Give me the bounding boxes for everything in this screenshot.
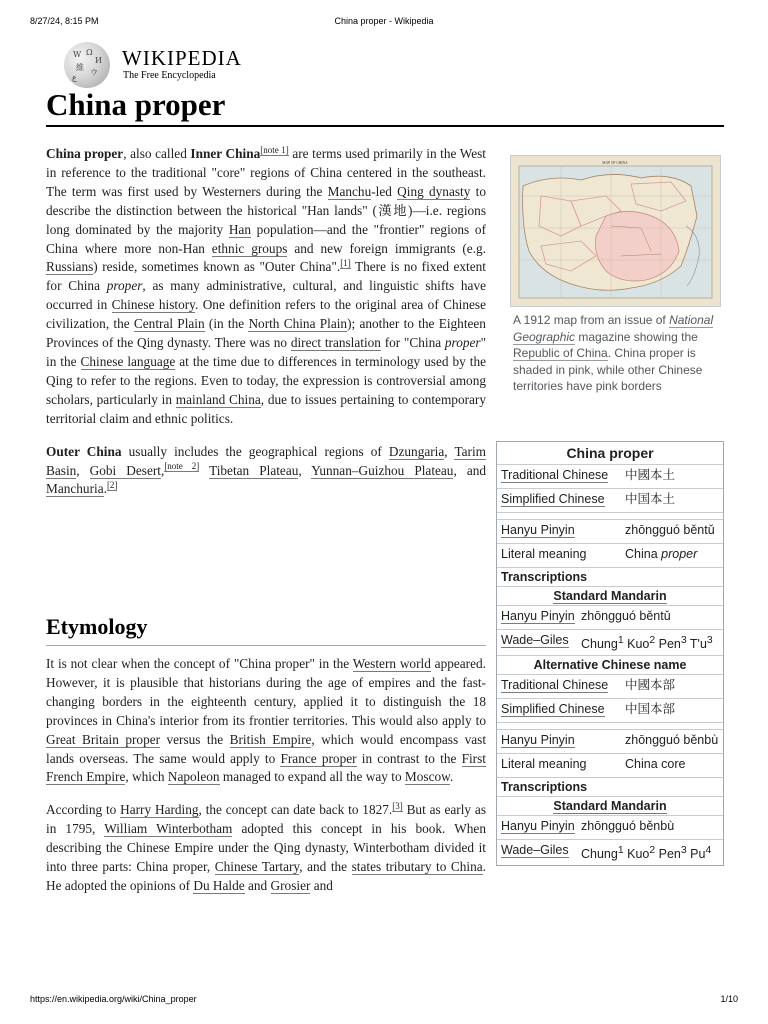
alt-traditional-value: 中國本部 (625, 678, 676, 693)
section-heading-etymology: Etymology (46, 612, 486, 646)
citation-link[interactable]: [3] (392, 800, 403, 811)
italic-text: proper (444, 335, 481, 351)
infobox (496, 441, 724, 866)
wikipedia-tagline: The Free Encyclopedia (123, 70, 216, 81)
china-map-illustration (511, 156, 720, 306)
print-page-number: 1/10 (720, 994, 738, 1004)
infobox-literal-label: Literal meaning (501, 547, 587, 561)
infobox-row-simplified (497, 488, 723, 512)
standard-mandarin-link[interactable]: Standard Mandarin (553, 589, 667, 603)
infobox-literal-value: China proper (625, 547, 698, 561)
wiki-link[interactable]: Qing dynasty (397, 183, 471, 199)
citation-link[interactable]: [1] (340, 258, 351, 269)
wiki-link[interactable]: Dzungaria (388, 443, 445, 459)
bold-term: Outer China (46, 443, 122, 459)
wikipedia-wordmark: WIKIPEDIA (122, 46, 242, 70)
mandarin-pinyin-value: zhōngguó běntǔ (581, 609, 671, 623)
wiki-link[interactable]: Chinese Tartary (214, 859, 300, 875)
wiki-link[interactable]: Napoleon (167, 769, 220, 785)
mandarin-pinyin-link[interactable]: Hanyu Pinyin (501, 609, 575, 623)
infobox-standard-mandarin (497, 586, 723, 605)
infobox-transcriptions: Transcriptions (497, 567, 723, 586)
wiki-link[interactable]: Harry Harding (120, 802, 199, 818)
lead-paragraph-1: China proper, also called Inner China[note 1] are terms used primarily in the West in reference to the traditional "core" regions of China centered in the southeast. The term was first used by Westerners during the Manchu-led Qing dynasty to describe the distinction between the historical "Han lands" (漢地)—i.e. regions long dominated by the majority Han population—and the "frontier" regions of China where more non-Han ethnic groups and new foreign immigrants (e.g. Russians) reside, sometimes known as "Outer China".[1] There is no fixed extent for China proper, as many administrative, cultural, and linguistic shifts have occurred in Chinese history. One definition refers to the original area of Chinese civilization, the Central Plain (in the North China Plain); another to the Eighteen Provinces of the Qing dynasty. There was no direct translation for "China proper" in the Chinese language at the time due to differences in terminology used by the Qing to refer to the regions. Even to today, the expression is controversial among scholars, particularly in mainland China, due to issues pertaining to contemporary territorial claim and ethnic politics. (46, 144, 487, 426)
wiki-link[interactable]: mainland China (175, 391, 261, 407)
wiki-link[interactable]: states tributary to China (351, 859, 483, 875)
wikipedia-logo[interactable] (64, 42, 264, 88)
wiki-link[interactable]: Tibetan Plateau (209, 462, 299, 478)
infobox-row-alt-literal (497, 753, 723, 777)
wiki-link[interactable]: direct translation (290, 335, 381, 351)
wiki-link[interactable]: National Geographic (513, 313, 714, 344)
wiki-link[interactable]: Russians (46, 259, 94, 275)
wade-giles-link[interactable]: Wade–Giles (501, 633, 569, 647)
infobox-simplified-value: 中国本土 (625, 492, 676, 506)
wiki-link[interactable]: William Winterbotham (104, 821, 233, 837)
alt-pinyin-link[interactable]: Hanyu Pinyin (501, 733, 575, 748)
infobox-row-wade-giles (497, 629, 723, 655)
wiki-link[interactable]: Republic of China (513, 346, 608, 360)
map-caption: A 1912 map from an issue of National Geographic magazine showing the Republic of China. China proper is shaded in pink, while other Chinese territories have pink borders (513, 313, 714, 393)
alt-simplified-value: 中国本部 (625, 702, 676, 717)
infobox-pinyin-link[interactable]: Hanyu Pinyin (501, 523, 575, 537)
wiki-link[interactable]: Manchu (327, 183, 372, 199)
infobox-alt-transcriptions: Transcriptions (497, 777, 723, 796)
wiki-link[interactable]: Gobi Desert (89, 462, 161, 478)
wiki-link[interactable]: Western world (352, 656, 431, 671)
infobox-row-mandarin-pinyin (497, 605, 723, 629)
infobox-alternative-name: Alternative Chinese name (497, 655, 723, 674)
alt-literal-value: China core (625, 757, 686, 772)
lead-paragraph-2: Outer China usually includes the geographical regions of Dzungaria, Tarim Basin, Gobi Desert,[note 2] Tibetan Plateau, Yunnan–Guizhou Plateau, and Manchuria.[2] (46, 443, 487, 497)
alt-simplified-link[interactable]: Simplified Chinese (501, 702, 605, 717)
wiki-link[interactable]: British Empire (229, 731, 312, 747)
wiki-link[interactable]: Du Halde (193, 877, 245, 893)
alt-pinyin-value: zhōngguó běnbù (625, 733, 719, 748)
print-datetime: 8/27/24, 8:15 PM (30, 16, 99, 26)
print-footer (30, 994, 738, 1008)
citation-link[interactable]: [2] (106, 479, 118, 490)
wade-giles-value: Chung$^1$ Kuo$^2$ Pen$^3$ $T'u^3$ (581, 635, 713, 652)
infobox-row-alt-mandarin-pinyin (497, 815, 723, 839)
wiki-link[interactable]: Great Britain proper (46, 731, 161, 747)
infobox-row-alt-pinyin (497, 729, 723, 753)
wiki-link[interactable]: Manchuria (46, 481, 104, 497)
infobox-row-alt-wade-giles (497, 839, 723, 865)
infobox-row-alt-traditional (497, 674, 723, 698)
wiki-link[interactable]: Central Plain (133, 316, 205, 332)
wiki-link[interactable]: First French Empire (46, 750, 486, 785)
alt-wade-giles-value: Chung$^1$ Kuo$^2$ Pen$^3$ Pu$^4$ (581, 845, 712, 862)
etymology-body (46, 655, 486, 910)
print-header (30, 16, 738, 30)
map-title: MAP OF CHINA (602, 161, 628, 165)
infobox-row-literal (497, 543, 723, 567)
infobox-title: China proper (566, 445, 654, 461)
infobox-row-alt-simplified (497, 698, 723, 722)
etymology-paragraph-1: It is not clear when the concept of "China proper" in the Western world appeared. However, it is plausible that historians during the age of empires and the fast-changing borders in the eighteenth century, applied it to distinguish the 18 provinces in China's interior from its frontier territories. This would also apply to Great Britain proper versus the British Empire, which would encompass vast lands overseas. The same would apply to France proper in contrast to the First French Empire, which Napoleon managed to expand all the way to Moscow. (46, 656, 487, 785)
alt-literal-label: Literal meaning (501, 757, 587, 772)
alt-mandarin-pinyin-value: zhōngguó běnbù (581, 819, 675, 834)
infobox-traditional-value: 中國本土 (625, 468, 676, 482)
map-image[interactable] (510, 155, 721, 307)
alt-mandarin-pinyin-link[interactable]: Hanyu Pinyin (501, 819, 575, 834)
print-url: https://en.wikipedia.org/wiki/China_proper (30, 994, 197, 1004)
infobox-row-pinyin (497, 519, 723, 543)
wiki-link[interactable]: Chinese history (111, 297, 195, 313)
infobox-simplified-link[interactable]: Simplified Chinese (501, 492, 605, 506)
citation-link[interactable]: [note 2] (164, 461, 200, 472)
alt-wade-giles-link[interactable]: Wade–Giles (501, 843, 569, 858)
wiki-link[interactable]: Yunnan–Guizhou Plateau (311, 462, 454, 478)
wiki-link[interactable]: North China Plain (248, 316, 348, 332)
etymology-paragraph-2: According to Harry Harding, the concept can date back to 1827.[3] But as early as in 1795, William Winterbotham adopted this concept in his book. When describing the Chinese Empire under the Qing dynasty, Winterbotham divided it into three parts: China proper, Chinese Tartary, and the states tributary to China. He adopted the opinions of Du Halde and Grosier and (46, 800, 486, 893)
bold-term: Inner China (190, 146, 261, 161)
infobox-row-traditional (497, 464, 723, 488)
italic-text: proper (106, 278, 143, 294)
infobox-alt-standard-mandarin (497, 796, 723, 815)
infobox-pinyin-value: zhōngguó běntǔ (625, 523, 715, 537)
wiki-link[interactable]: Han (228, 221, 251, 237)
infobox-traditional-link[interactable]: Traditional Chinese (501, 468, 609, 482)
wiki-link[interactable]: Grosier (270, 877, 311, 893)
page-title: China proper (46, 86, 724, 127)
article-lead (46, 145, 486, 513)
alt-standard-mandarin-link[interactable]: Standard Mandarin (553, 799, 667, 814)
wiki-link[interactable]: France proper (280, 750, 357, 766)
wiki-link[interactable]: Moscow (404, 769, 450, 785)
wikipedia-globe-icon: W Ω И 維 ウ ع (64, 42, 110, 88)
wiki-link[interactable]: Chinese language (80, 353, 176, 369)
print-page-title: China proper - Wikipedia (334, 16, 434, 26)
bold-term: China proper (46, 146, 124, 161)
wiki-link[interactable]: ethnic groups (211, 240, 288, 256)
alt-traditional-link[interactable]: Traditional Chinese (501, 678, 609, 693)
wiki-link[interactable]: Tarim Basin (46, 443, 486, 478)
citation-link[interactable]: [note 1] (260, 144, 289, 155)
map-figure (510, 155, 721, 395)
